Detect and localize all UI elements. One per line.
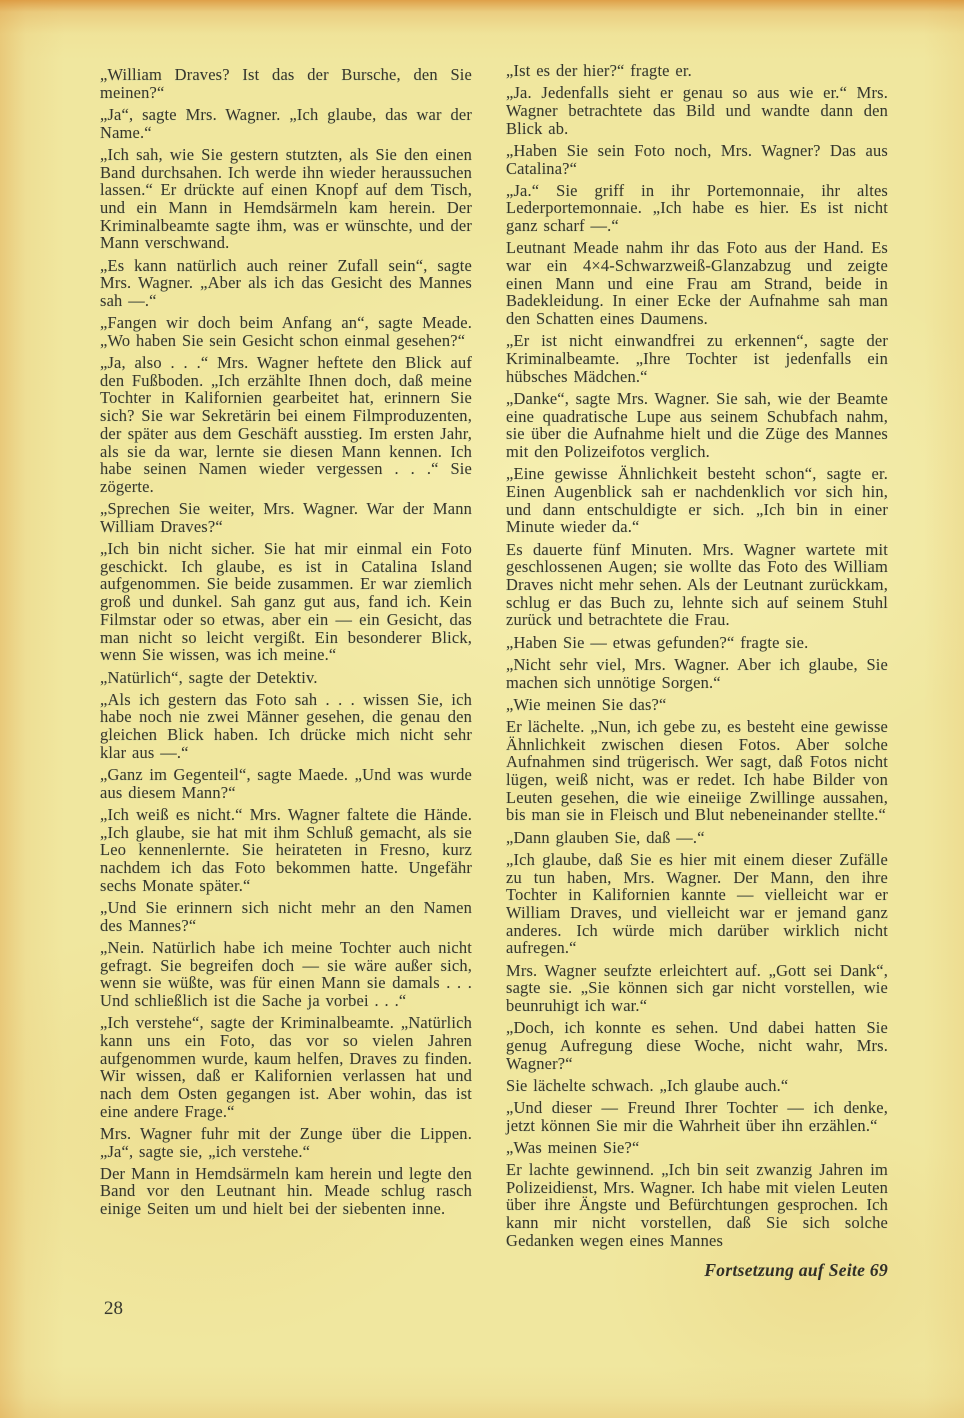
paragraph: Er lächelte. „Nun, ich gebe zu, es besteht eine gewisse Ähnlichkeit zwischen diesen Fotos. Aber solche Aufnahmen sind trügerisch. Wer sagt, daß Fotos nicht lügen, weiß nicht, was er redet. Ich habe Bilder von Leuten gesehen, die wie eineiige Zwillinge aussahen, bis man sie in Fleisch und Blut nebeneinander stellte.“	[506, 716, 888, 825]
paragraph: „Und Sie erinnern sich nicht mehr an den Namen des Mannes?“	[100, 897, 472, 935]
paragraph: „Ja“, sagte Mrs. Wagner. „Ich glaube, das war der Name.“	[100, 104, 472, 142]
right-text-column	[506, 62, 888, 1250]
paragraph: „Ja.“ Sie griff in ihr Portemonnaie, ihr altes Lederportemonnaie. „Ich habe es hier. Es ist nicht ganz scharf —.“	[506, 180, 888, 236]
paragraph: „Was meinen Sie?“	[506, 1137, 640, 1157]
paragraph: Er lachte gewinnend. „Ich bin seit zwanzig Jahren im Polizeidienst, Mrs. Wagner. Ich habe mit vielen Leuten über ihre Ängste und Befürchtungen gesprochen. Ich kann mir nicht vorstellen, daß Sie sich solche Gedanken wegen eines Mannes	[506, 1160, 888, 1250]
paragraph: „Haben Sie — etwas gefunden?“ fragte sie.	[506, 632, 809, 652]
paragraph: „Danke“, sagte Mrs. Wagner. Sie sah, wie der Beamte eine quadratische Lupe aus seinem Schubfach nahm, sie über die Aufnahme hielt und die Züge des Mannes mit den Polizeifotos verglich.	[506, 388, 888, 462]
paragraph: „Es kann natürlich auch reiner Zufall sein“, sagte Mrs. Wagner. „Aber als ich das Gesicht des Mannes sah —.“	[100, 255, 472, 310]
paragraph: „Wie meinen Sie das?“	[506, 694, 667, 714]
paragraph: „Haben Sie sein Foto noch, Mrs. Wagner? Das aus Catalina?“	[506, 140, 888, 178]
paragraph: Mrs. Wagner fuhr mit der Zunge über die Lippen. „Ja“, sagte sie, „ich verstehe.“	[100, 1123, 472, 1161]
left-text-column	[100, 66, 472, 1218]
paragraph: „William Draves? Ist das der Bursche, den Sie meinen?“	[100, 65, 472, 102]
paragraph: „Nein. Natürlich habe ich meine Tochter auch nicht gefragt. Sie begreifen doch — sie wäre außer sich, wenn sie wüßte, was für einen Mann sie damals . . . Und schließlich ist die Sache ja vorbei . . .“	[100, 937, 472, 1010]
paragraph: „Ich sah, wie Sie gestern stutzten, als Sie den einen Band durchsahen. Ich werde ihn wieder heraussuchen lassen.“ Er drückte auf einen Knopf auf dem Tisch, und ein Mann in Hemdsärmeln kam herein. Der Kriminalbeamte sagte ihm, was er wünschte, und der Mann verschwand.	[100, 144, 472, 253]
paragraph: „Ja. Jedenfalls sieht er genau so aus wie er.“ Mrs. Wagner betrachtete das Bild und wandte dann den Blick ab.	[506, 83, 888, 138]
paragraph: Leutnant Meade nahm ihr das Foto aus der Hand. Es war ein 4×4-Schwarzweiß-Glanzabzug und zeigte einen Mann und eine Frau am Strand, beide in Badekleidung. In einer Ecke der Aufnahme sah man den Schatten eines Daumens.	[506, 238, 888, 329]
paragraph: „Als ich gestern das Foto sah . . . wissen Sie, ich habe noch nie zwei Männer gesehen, die genau den gleichen Blick haben. Ich drücke mich nicht sehr klar aus —.“	[100, 689, 472, 762]
page-number: 28	[104, 1298, 123, 1319]
paragraph: „Und dieser — Freund Ihrer Tochter — ich denke, jetzt können Sie mir die Wahrheit über ihn erzählen.“	[506, 1097, 888, 1135]
paragraph: Sie lächelte schwach. „Ich glaube auch.“	[506, 1075, 789, 1095]
paragraph: „Ich weiß es nicht.“ Mrs. Wagner faltete die Hände. „Ich glaube, sie hat mit ihm Schluß gemacht, als sie Leo kennenlernte. Sie heirateten in Fresno, kurz nachdem ich das Foto bekommen hatte. Ungefähr sechs Monate später.“	[100, 804, 472, 895]
paragraph: Mrs. Wagner seufzte erleichtert auf. „Gott sei Dank“, sagte sie. „Sie können sich gar nicht vorstellen, wie beunruhigt ich war.“	[506, 960, 888, 1015]
paragraph: Der Mann in Hemdsärmeln kam herein und legte den Band vor den Leutnant hin. Meade schlug rasch einige Seiten um und hielt bei der siebenten inne.	[100, 1163, 472, 1219]
paragraph: „Ist es der hier?“ fragte er.	[506, 61, 692, 80]
paragraph: „Doch, ich konnte es sehen. Und dabei hatten Sie genug Aufregung diese Woche, nicht wahr, Mrs. Wagner?“	[506, 1018, 888, 1073]
paragraph: „Ich verstehe“, sagte der Kriminalbeamte. „Natürlich kann uns ein Foto, das vor so vielen Jahren aufgenommen wurde, kaum helfen, Draves zu finden. Wir wissen, daß er Kalifornien verlassen hat und nach dem Osten gegangen ist. Aber wohin, das ist eine andere Frage.“	[100, 1013, 472, 1121]
paragraph: „Eine gewisse Ähnlichkeit besteht schon“, sagte er. Einen Augenblick sah er nachdenklich vor sich hin, und dann entschuldigte er sich. „Ich bin in einer Minute wieder da.“	[506, 464, 888, 537]
paragraph: „Fangen wir doch beim Anfang an“, sagte Meade. „Wo haben Sie sein Gesicht schon einmal gesehen?“	[100, 313, 472, 350]
paragraph: „Ganz im Gegenteil“, sagte Maede. „Und was wurde aus diesem Mann?“	[100, 765, 472, 802]
paragraph: „Ich glaube, daß Sie es hier mit einem dieser Zufälle zu tun haben, Mrs. Wagner. Der Mann, den ihre Tochter in Kalifornien kannte — vielleicht war er William Draves, und vielleicht war er jemand ganz anderes. Ich würde mich darüber wirklich nicht aufregen.“	[506, 849, 888, 958]
paragraph: „Nicht sehr viel, Mrs. Wagner. Aber ich glaube, Sie machen sich unnötige Sorgen.“	[506, 654, 888, 692]
paragraph: „Er ist nicht einwandfrei zu erkennen“, sagte der Kriminalbeamte. „Ihre Tochter ist jedenfalls ein hübsches Mädchen.“	[506, 331, 888, 386]
continuation-notice: Fortsetzung auf Seite 69	[704, 1260, 888, 1280]
paragraph: Es dauerte fünf Minuten. Mrs. Wagner wartete mit geschlossenen Augen; sie wollte das Foto des William Draves nicht mehr sehen. Als der Leutnant zurückkam, schlug er das Buch zu, lehnte sich auf seinem Stuhl zurück und betrachtete die Frau.	[506, 539, 888, 630]
paragraph: „Ja, also . . .“ Mrs. Wagner heftete den Blick auf den Fußboden. „Ich erzählte Ihnen doch, daß meine Tochter in Kalifornien gearbeitet hat, erinnern Sie sich? Sie war Sekretärin bei einem Filmproduzenten, der später aus dem Geschäft ausstieg. Im ersten Jahr, als sie da war, lernte sie diesen Mann kennen. Ich habe seinen Namen wieder vergessen . . .“ Sie zögerte.	[100, 353, 472, 496]
paragraph: „Ich bin nicht sicher. Sie hat mir einmal ein Foto geschickt. Ich glaube, es ist in Catalina Island aufgenommen. Sie beide zusammen. Er war ziemlich groß und dunkel. Sah ganz gut aus, fand ich. Kein Filmstar oder so etwas, aber ein — ein Gesicht, das man nicht so leicht vergißt. Ein besonderer Blick, wenn Sie wissen, was ich meine.“	[100, 539, 472, 665]
paragraph: „Sprechen Sie weiter, Mrs. Wagner. War der Mann William Draves?“	[100, 499, 472, 536]
paragraph: „Dann glauben Sie, daß —.“	[506, 827, 705, 847]
paragraph: „Natürlich“, sagte der Detektiv.	[100, 667, 318, 687]
